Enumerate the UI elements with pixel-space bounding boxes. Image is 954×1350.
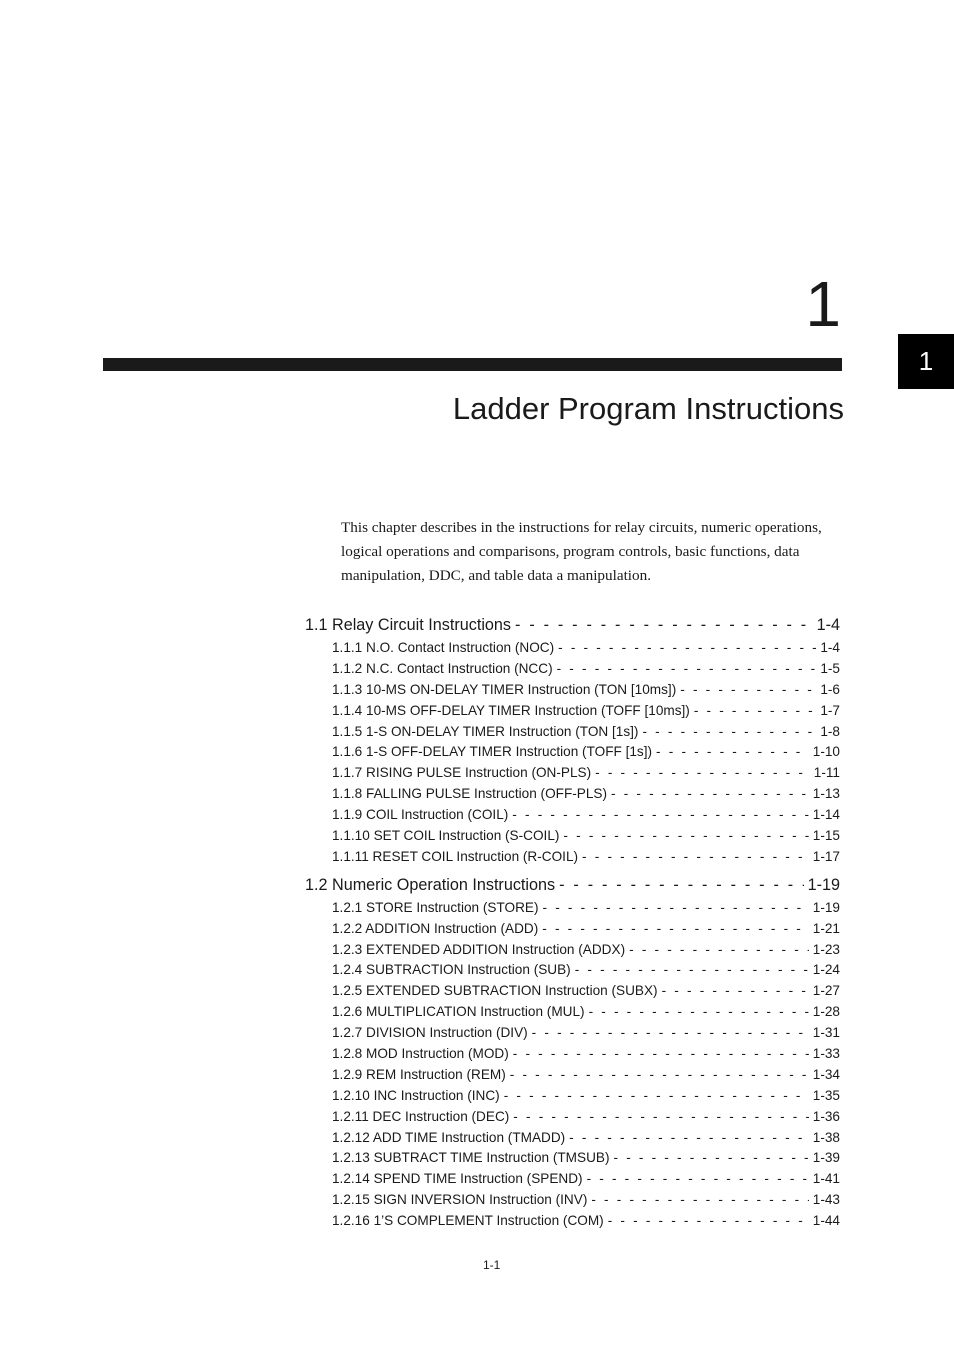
toc-item-title: 1.2.12 ADD TIME Instruction (TMADD) bbox=[332, 1129, 566, 1145]
page-number: 1-1 bbox=[483, 1258, 501, 1272]
toc-leader-dots bbox=[532, 1025, 809, 1040]
chapter-number: 1 bbox=[805, 268, 841, 340]
toc-item-page: 1-8 bbox=[820, 723, 840, 739]
toc-item[interactable] bbox=[332, 1067, 840, 1088]
toc-section-title: 1.2 Numeric Operation Instructions bbox=[305, 875, 556, 894]
toc-item-title: 1.2.2 ADDITION Instruction (ADD) bbox=[332, 920, 539, 936]
toc-item-title: 1.2.13 SUBTRACT TIME Instruction (TMSUB) bbox=[332, 1150, 610, 1166]
toc-item-title: 1.2.16 1’S COMPLEMENT Instruction (COM) bbox=[332, 1213, 604, 1229]
toc-item-page: 1-36 bbox=[812, 1108, 840, 1124]
toc-item[interactable] bbox=[332, 1213, 840, 1234]
toc-leader-dots bbox=[680, 682, 816, 697]
toc-leader-dots bbox=[642, 724, 816, 739]
toc-item-title: 1.2.8 MOD Instruction (MOD) bbox=[332, 1046, 509, 1062]
toc-section-page: 1-4 bbox=[816, 616, 840, 634]
toc-item[interactable] bbox=[332, 1109, 840, 1130]
toc-leader-dots bbox=[513, 1046, 809, 1061]
toc-leader-dots bbox=[587, 1171, 809, 1186]
toc-item[interactable] bbox=[332, 1046, 840, 1067]
toc-item[interactable] bbox=[332, 682, 840, 703]
toc-item-title: 1.1.2 N.C. Contact Instruction (NCC) bbox=[332, 660, 553, 676]
toc-leader-dots bbox=[558, 640, 816, 655]
toc-item[interactable] bbox=[332, 640, 840, 661]
toc-item-page: 1-27 bbox=[812, 983, 840, 999]
toc-section[interactable] bbox=[305, 876, 840, 900]
toc-item-page: 1-39 bbox=[812, 1150, 840, 1166]
toc-leader-dots bbox=[510, 1067, 809, 1082]
toc-item-page: 1-17 bbox=[812, 848, 840, 864]
toc-item-page: 1-41 bbox=[812, 1171, 840, 1187]
toc-item-title: 1.1.9 COIL Instruction (COIL) bbox=[332, 807, 509, 823]
toc-item-page: 1-21 bbox=[812, 920, 840, 936]
toc-item[interactable] bbox=[332, 661, 840, 682]
toc-item-page: 1-6 bbox=[820, 681, 840, 697]
toc-item-page: 1-7 bbox=[820, 702, 840, 718]
toc-item-page: 1-38 bbox=[812, 1129, 840, 1145]
toc-leader-dots bbox=[613, 1150, 808, 1165]
toc-item[interactable] bbox=[332, 900, 840, 921]
chapter-title: Ladder Program Instructions bbox=[452, 391, 844, 426]
toc-item-title: 1.1.7 RISING PULSE Instruction (ON-PLS) bbox=[332, 765, 592, 781]
chapter-intro-paragraph: This chapter describes in the instructions for relay circuits, numeric operations, logical operations and comparisons, program controls, basic functions, data manipulation, DDC, and table data a manipulation. bbox=[341, 519, 822, 584]
toc-item-page: 1-10 bbox=[812, 744, 840, 760]
toc-leader-dots bbox=[582, 849, 809, 864]
toc-item-list bbox=[305, 640, 840, 870]
toc-item-title: 1.2.9 REM Instruction (REM) bbox=[332, 1066, 506, 1082]
toc-item-title: 1.1.10 SET COIL Instruction (S-COIL) bbox=[332, 828, 560, 844]
toc-item[interactable] bbox=[332, 744, 840, 765]
toc-leader-dots bbox=[504, 1088, 809, 1103]
toc-item[interactable] bbox=[332, 983, 840, 1004]
toc-item[interactable] bbox=[332, 1130, 840, 1151]
toc-item-title: 1.2.3 EXTENDED ADDITION Instruction (ADDX) bbox=[332, 941, 626, 957]
toc-item-title: 1.1.8 FALLING PULSE Instruction (OFF-PLS) bbox=[332, 786, 607, 802]
toc-item-page: 1-34 bbox=[812, 1066, 840, 1082]
toc-item-title: 1.2.7 DIVISION Instruction (DIV) bbox=[332, 1025, 528, 1041]
toc-item[interactable] bbox=[332, 765, 840, 786]
toc-item-page: 1-19 bbox=[812, 899, 840, 915]
toc-item[interactable] bbox=[332, 962, 840, 983]
toc-leader-dots bbox=[591, 1192, 808, 1207]
toc-leader-dots bbox=[656, 744, 809, 759]
toc-item-title: 1.1.4 10-MS OFF-DELAY TIMER Instruction (TOFF [10ms]) bbox=[332, 702, 690, 718]
toc-item[interactable] bbox=[332, 724, 840, 745]
toc-item-title: 1.2.10 INC Instruction (INC) bbox=[332, 1087, 500, 1103]
toc-item[interactable] bbox=[332, 1025, 840, 1046]
toc-item-title: 1.1.1 N.O. Contact Instruction (NOC) bbox=[332, 640, 555, 655]
toc-leader-dots bbox=[542, 921, 809, 936]
toc-leader-dots bbox=[569, 1130, 809, 1145]
toc-item[interactable] bbox=[332, 1004, 840, 1025]
toc-item-title: 1.1.11 RESET COIL Instruction (R-COIL) bbox=[332, 848, 579, 864]
toc-item-title: 1.1.5 1-S ON-DELAY TIMER Instruction (TON [1s]) bbox=[332, 723, 639, 739]
toc-item-page: 1-24 bbox=[812, 962, 840, 978]
toc-leader-dots bbox=[512, 807, 809, 822]
toc-leader-dots bbox=[515, 616, 813, 635]
toc-item-page: 1-44 bbox=[812, 1213, 840, 1229]
toc-leader-dots bbox=[608, 1213, 809, 1228]
toc-item-page: 1-14 bbox=[812, 807, 840, 823]
toc-leader-dots bbox=[595, 765, 810, 780]
toc-item[interactable] bbox=[332, 921, 840, 942]
toc-item-title: 1.1.6 1-S OFF-DELAY TIMER Instruction (TOFF [1s]) bbox=[332, 744, 653, 760]
table-of-contents bbox=[305, 616, 840, 1234]
toc-leader-dots bbox=[575, 962, 809, 977]
toc-item-page: 1-43 bbox=[812, 1192, 840, 1208]
toc-leader-dots bbox=[589, 1004, 809, 1019]
toc-section[interactable] bbox=[305, 616, 840, 640]
toc-leader-dots bbox=[513, 1109, 808, 1124]
toc-item-page: 1-23 bbox=[812, 941, 840, 957]
toc-item-title: 1.2.5 EXTENDED SUBTRACTION Instruction (SUBX) bbox=[332, 983, 658, 999]
toc-item[interactable] bbox=[332, 942, 840, 963]
toc-item-list bbox=[305, 900, 840, 1234]
toc-leader-dots bbox=[563, 828, 808, 843]
toc-item-title: 1.2.11 DEC Instruction (DEC) bbox=[332, 1108, 510, 1124]
toc-item-page: 1-5 bbox=[820, 660, 840, 676]
chapter-thumb-tab: 1 bbox=[898, 334, 954, 389]
toc-item[interactable] bbox=[332, 807, 840, 828]
toc-item[interactable] bbox=[332, 703, 840, 724]
toc-item-page: 1-28 bbox=[812, 1004, 840, 1020]
toc-leader-dots bbox=[559, 876, 803, 895]
toc-item-page: 1-33 bbox=[812, 1046, 840, 1062]
toc-leader-dots bbox=[629, 942, 809, 957]
toc-section-page: 1-19 bbox=[807, 875, 840, 894]
chapter-divider-bar bbox=[103, 358, 842, 371]
toc-item-page: 1-13 bbox=[812, 786, 840, 802]
toc-item-page: 1-11 bbox=[813, 765, 840, 781]
toc-item-title: 1.2.6 MULTIPLICATION Instruction (MUL) bbox=[332, 1004, 585, 1020]
toc-section-title: 1.1 Relay Circuit Instructions bbox=[305, 616, 512, 634]
toc-leader-dots bbox=[662, 983, 809, 998]
toc-leader-dots bbox=[694, 703, 817, 718]
toc-item-page: 1-4 bbox=[820, 640, 840, 655]
toc-item-title: 1.1.3 10-MS ON-DELAY TIMER Instruction (TON [10ms]) bbox=[332, 681, 677, 697]
toc-item-title: 1.2.4 SUBTRACTION Instruction (SUB) bbox=[332, 962, 571, 978]
toc-item[interactable] bbox=[332, 1150, 840, 1171]
toc-item[interactable] bbox=[332, 1192, 840, 1213]
toc-item[interactable] bbox=[332, 1088, 840, 1109]
toc-item-page: 1-35 bbox=[812, 1087, 840, 1103]
toc-leader-dots bbox=[557, 661, 817, 676]
toc-item-title: 1.2.15 SIGN INVERSION Instruction (INV) bbox=[332, 1192, 588, 1208]
toc-leader-dots bbox=[543, 900, 809, 915]
toc-item[interactable] bbox=[332, 1171, 840, 1192]
toc-item[interactable] bbox=[332, 786, 840, 807]
toc-item[interactable] bbox=[332, 828, 840, 849]
toc-item-title: 1.2.1 STORE Instruction (STORE) bbox=[332, 899, 539, 915]
toc-item-page: 1-15 bbox=[812, 828, 840, 844]
toc-leader-dots bbox=[611, 786, 809, 801]
toc-item[interactable] bbox=[332, 849, 840, 870]
toc-item-page: 1-31 bbox=[812, 1025, 840, 1041]
toc-item-title: 1.2.14 SPEND TIME Instruction (SPEND) bbox=[332, 1171, 583, 1187]
